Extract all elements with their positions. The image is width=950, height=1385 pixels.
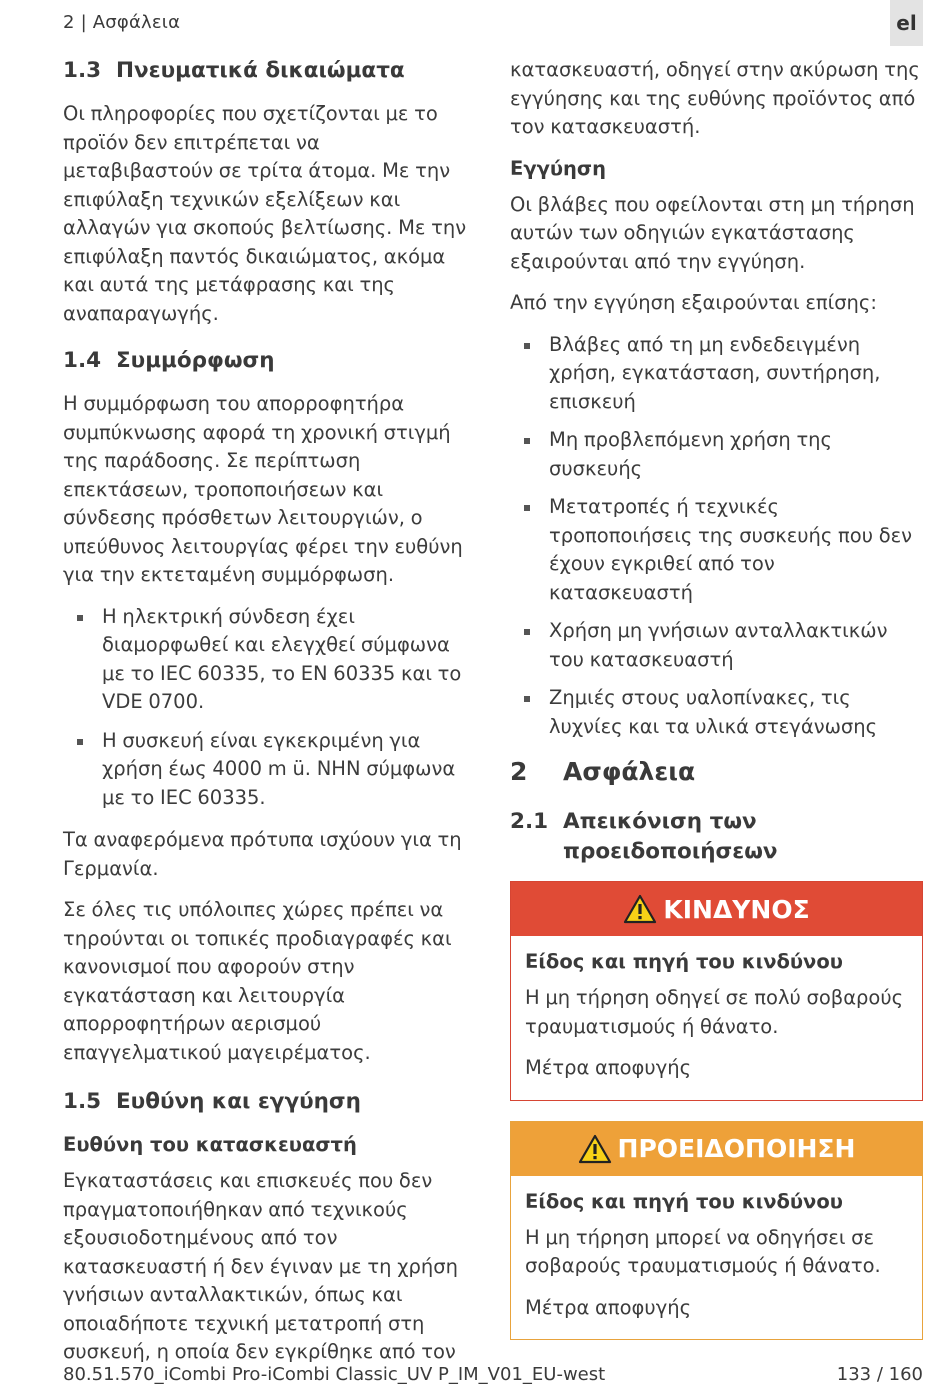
footer-page-number: 133 / 160 bbox=[836, 1364, 923, 1385]
warranty-exclusions-list bbox=[510, 331, 923, 742]
warning-type-subheading: Είδος και πηγή του κινδύνου bbox=[525, 1189, 843, 1213]
danger-box bbox=[510, 881, 923, 1101]
conformity-paragraph: Η συμμόρφωση του απορροφητήρα συμπύκνωσης αφορά τη χρονική στιγμή της παράδοσης. Σε περίπτωση επεκτάσεων, τροποποιήσεων και σύνδεσης πρόσθετων λειτουργιών, ο υπεύθυνος λειτουργίας φέρει την ευθύνη για την εκτεταμένη συμμόρφωση. bbox=[63, 392, 463, 586]
danger-type-subheading: Είδος και πηγή του κινδύνου bbox=[525, 950, 843, 973]
warning-triangle-icon bbox=[623, 894, 657, 924]
section-title: Πνευματικά δικαιώματα bbox=[116, 58, 405, 83]
section-1-5-heading bbox=[63, 1087, 473, 1117]
standards-paragraph: Τα αναφερόμενα πρότυπα ισχύουν για τη Γερμανία. bbox=[63, 828, 462, 880]
danger-label: ΚΙΝΔΥΝΟΣ bbox=[663, 894, 810, 924]
section-number: 1.4 bbox=[63, 348, 102, 373]
running-head: 2 | Ασφάλεια bbox=[63, 12, 181, 33]
warning-triangle-icon bbox=[578, 1134, 612, 1164]
warranty-exclusions-intro: Από την εγγύηση εξαιρούνται επίσης: bbox=[510, 291, 877, 314]
danger-measures: Μέτρα αποφυγής bbox=[525, 1056, 692, 1079]
section-title: Απεικόνιση των προειδοποιήσεων bbox=[563, 809, 778, 864]
section-2-1-heading bbox=[510, 807, 923, 867]
list-item: Μετατροπές ή τεχνικές τροποποιήσεις της συσκευής που δεν έχουν εγκριθεί από τον κατασκευαστή bbox=[510, 493, 923, 607]
section-number: 2.1 bbox=[510, 809, 549, 834]
section-number: 1.5 bbox=[63, 1089, 102, 1114]
right-column bbox=[510, 56, 923, 1360]
warning-label: ΠΡΟΕΙΔΟΠΟΙΗΣΗ bbox=[617, 1134, 856, 1163]
section-1-3-heading bbox=[63, 56, 473, 86]
warning-header bbox=[511, 1122, 922, 1176]
manufacturer-liability-subheading: Ευθύνη του κατασκευαστή bbox=[63, 1133, 357, 1156]
copyright-paragraph: Οι πληροφορίες που σχετίζονται με το προϊόν δεν επιτρέπεται να μεταβιβαστούν σε τρίτα άτομα. Με την επιφύλαξη τεχνικών εξελίξεων και αλλαγών για σκοπούς βελτίωσης. Με την επιφύλαξη παντός δικαιώματος, ακόμα και αυτά της μετάφρασης και της αναπαραγωγής. bbox=[63, 102, 467, 325]
liability-continued-paragraph: κατασκευαστή, οδηγεί στην ακύρωση της εγγύησης και της ευθύνης προϊόντος από τον κατασκευαστή. bbox=[510, 58, 920, 138]
list-item: Η ηλεκτρική σύνδεση έχει διαμορφωθεί και ελεγχθεί σύμφωνα με το IEC 60335, το EN 60335 και το VDE 0700. bbox=[63, 603, 473, 717]
warning-body bbox=[511, 1176, 922, 1340]
list-item: Χρήση μη γνήσιων ανταλλακτικών του κατασκευαστή bbox=[510, 617, 923, 674]
list-item: Η συσκευή είναι εγκεκριμένη για χρήση έως 4000 m ü. NHN σύμφωνα με το IEC 60335. bbox=[63, 727, 473, 813]
footer-document-id: 80.51.570_iCombi Pro-iCombi Classic_UV P_IM_V01_EU-west bbox=[63, 1364, 606, 1385]
danger-consequence: Η μη τήρηση οδηγεί σε πολύ σοβαρούς τραυματισμούς ή θάνατο. bbox=[525, 986, 904, 1038]
warranty-subheading: Εγγύηση bbox=[510, 156, 607, 180]
list-item: Μη προβλεπόμενη χρήση της συσκευής bbox=[510, 426, 923, 483]
warning-consequence: Η μη τήρηση μπορεί να οδηγήσει σε σοβαρούς τραυματισμούς ή θάνατο. bbox=[525, 1225, 881, 1277]
language-tab: el bbox=[890, 0, 923, 46]
danger-header bbox=[511, 882, 922, 936]
section-title: Ευθύνη και εγγύηση bbox=[116, 1089, 361, 1114]
chapter-number: 2 bbox=[510, 757, 528, 786]
warning-box bbox=[510, 1121, 923, 1341]
section-title: Συμμόρφωση bbox=[116, 348, 275, 373]
danger-body bbox=[511, 936, 922, 1100]
other-countries-paragraph: Σε όλες τις υπόλοιπες χώρες πρέπει να τηρούνται οι τοπικές προδιαγραφές και κανονισμοί που αφορούν στην εγκατάσταση και λειτουργία απορροφητήρων αερισμού επαγγελματικού μαγειρέματος. bbox=[63, 898, 452, 1064]
section-number: 1.3 bbox=[63, 58, 102, 83]
list-item: Βλάβες από τη μη ενδεδειγμένη χρήση, εγκατάσταση, συντήρηση, επισκευή bbox=[510, 331, 923, 417]
chapter-2-heading bbox=[510, 755, 923, 789]
liability-paragraph: Εγκαταστάσεις και επισκευές που δεν πραγματοποιήθηκαν από τεχνικούς εξουσιοδοτημένους από τον κατασκευαστή ή δεν έγιναν με τη χρήση γνήσιων ανταλλακτικών, όπως και οποιαδήποτε τεχνική μετατροπή στη συσκευή, η οποία δεν εγκρίθηκε από τον bbox=[63, 1169, 458, 1363]
list-item: Ζημιές στους υαλοπίνακες, τις λυχνίες και τα υλικά στεγάνωσης bbox=[510, 684, 923, 741]
warning-measures: Μέτρα αποφυγής bbox=[525, 1295, 692, 1319]
conformity-list bbox=[63, 603, 473, 813]
section-1-4-heading bbox=[63, 346, 473, 376]
left-column bbox=[63, 56, 473, 1380]
chapter-title: Ασφάλεια bbox=[563, 757, 696, 786]
warranty-paragraph: Οι βλάβες που οφείλονται στη μη τήρηση αυτών των οδηγιών εγκατάστασης εξαιρούνται από την εγγύηση. bbox=[510, 192, 915, 273]
